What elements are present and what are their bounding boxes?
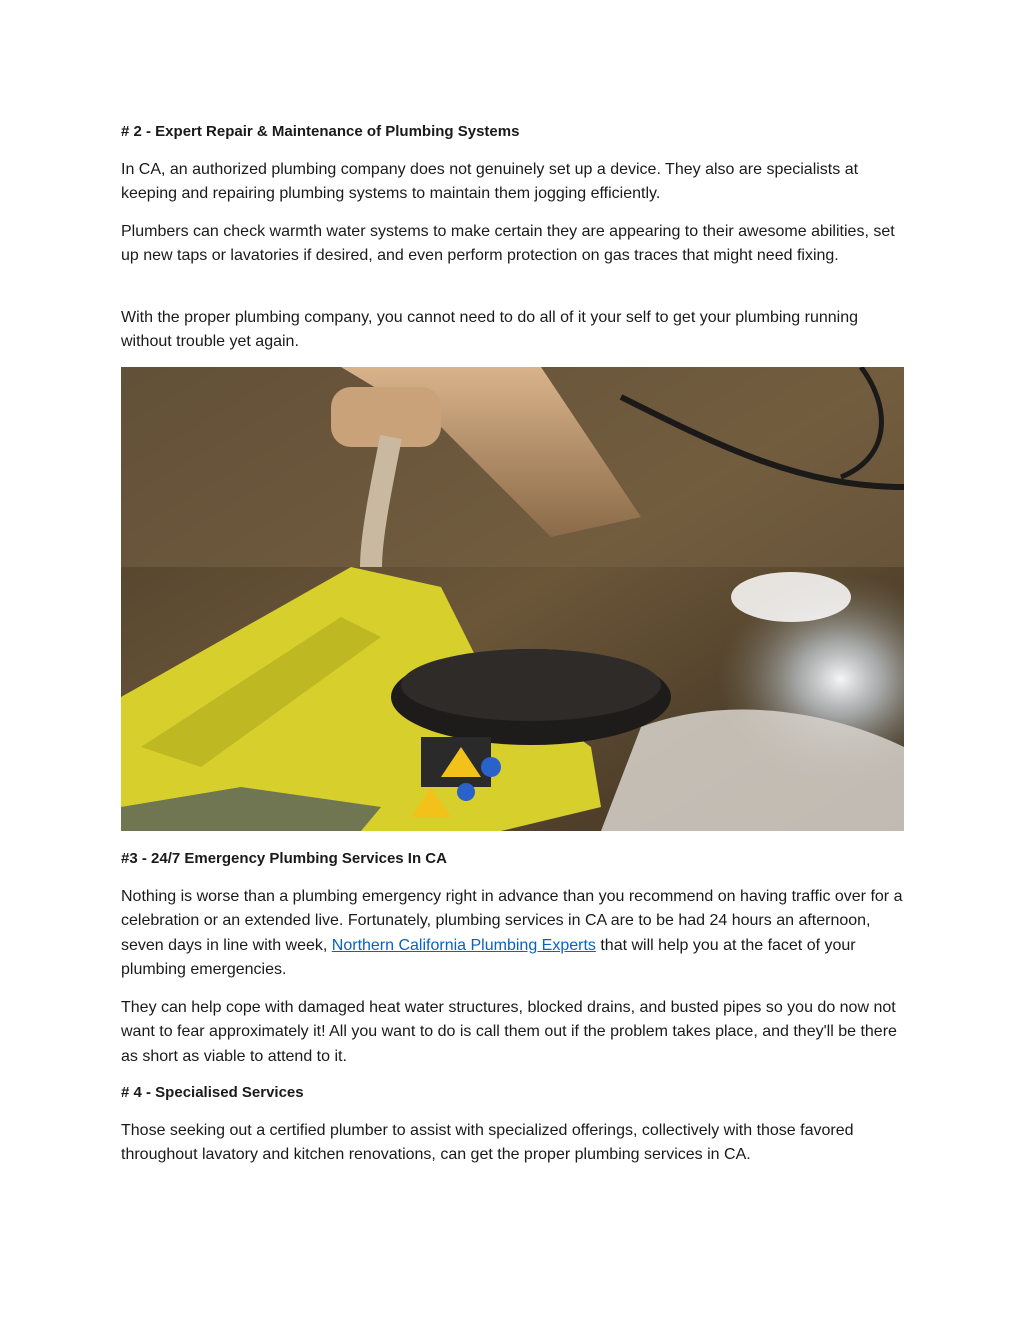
section-2-paragraph-3: With the proper plumbing company, you cannot need to do all of it your self to get your plumbing running without trouble yet again. <box>121 309 859 351</box>
plumbing-drain-snake-photo <box>121 367 904 831</box>
section-4-heading: # 4 - Specialised Services <box>121 1084 304 1101</box>
section-4-paragraph: Those seeking out a certified plumber to assist with specialized offerings, collectively with those favored throughout lavatory and kitchen renovations, can get the proper plumbing services in CA. <box>121 1122 854 1164</box>
section-3-paragraph-1-text-b: that will help you at the facet of your plumbing emergencies. <box>121 936 856 978</box>
section-3-paragraph-1-text-a: Nothing is worse than a plumbing emergency right in advance than you recommend on having traffic over for a celebration or an extended live. Fortunately, plumbing services in CA are to be had 24 hours an afternoon, seven days in line with week, <box>121 888 903 954</box>
section-3-heading: #3 - 24/7 Emergency Plumbing Services In CA <box>121 850 447 867</box>
section-3-paragraph-1 <box>121 885 904 982</box>
section-3-paragraph-2: They can help cope with damaged heat water structures, blocked drains, and busted pipes so you do now not want to fear approximately it! All you want to do is call them out if the problem takes place, and they'll be there as short as viable to attend to it. <box>121 999 897 1065</box>
section-2-heading: # 2 - Expert Repair & Maintenance of Plumbing Systems <box>121 123 520 140</box>
section-2-paragraph-1: In CA, an authorized plumbing company does not genuinely set up a device. They also are specialists at keeping and repairing plumbing systems to maintain them jogging efficiently. <box>121 161 859 203</box>
northern-california-plumbing-experts-link[interactable]: Northern California Plumbing Experts <box>331 936 596 954</box>
section-2-paragraph-2: Plumbers can check warmth water systems to make certain they are appearing to their awesome abilities, set up new taps or lavatories if desired, and even perform protection on gas traces that might need fixing. <box>121 223 895 265</box>
